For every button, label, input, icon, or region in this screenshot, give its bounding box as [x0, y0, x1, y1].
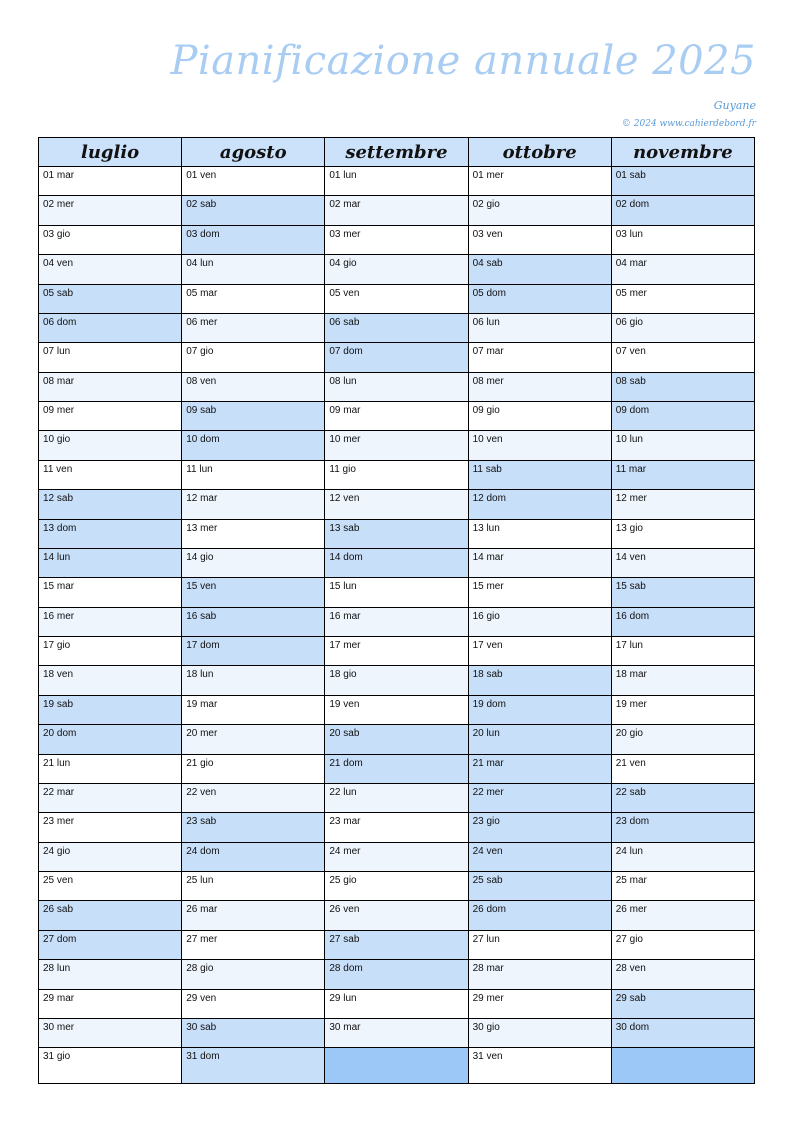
- day-cell: 09 dom: [611, 402, 754, 431]
- day-row: [39, 519, 755, 548]
- day-cell: 09 gio: [468, 402, 611, 431]
- day-cell: 25 sab: [468, 872, 611, 901]
- day-cell: 11 mar: [611, 460, 754, 489]
- day-cell: 11 sab: [468, 460, 611, 489]
- day-cell: 03 mer: [325, 225, 468, 254]
- day-cell: 25 mar: [611, 872, 754, 901]
- month-header-row: [39, 138, 755, 167]
- calendar-body: [39, 167, 755, 1084]
- day-cell: 15 mar: [39, 578, 182, 607]
- day-cell: 21 lun: [39, 754, 182, 783]
- day-cell: 18 gio: [325, 666, 468, 695]
- day-row: [39, 1048, 755, 1084]
- day-cell: 22 lun: [325, 783, 468, 812]
- day-cell: 08 mer: [468, 372, 611, 401]
- day-row: [39, 725, 755, 754]
- day-cell: 06 dom: [39, 313, 182, 342]
- day-cell: 30 mer: [39, 1018, 182, 1047]
- day-cell: 27 lun: [468, 930, 611, 959]
- day-cell: 22 ven: [182, 783, 325, 812]
- day-cell: 31 dom: [182, 1048, 325, 1084]
- day-cell: 09 mer: [39, 402, 182, 431]
- day-row: [39, 666, 755, 695]
- day-cell: 01 ven: [182, 167, 325, 196]
- day-row: [39, 637, 755, 666]
- region-label: Guyane: [713, 99, 756, 112]
- day-cell: 15 mer: [468, 578, 611, 607]
- day-cell: 17 dom: [182, 637, 325, 666]
- day-cell: 26 sab: [39, 901, 182, 930]
- day-cell: 20 lun: [468, 725, 611, 754]
- day-cell: 13 mer: [182, 519, 325, 548]
- day-cell: 05 mar: [182, 284, 325, 313]
- day-row: [39, 842, 755, 871]
- day-row: [39, 607, 755, 636]
- day-cell: 05 ven: [325, 284, 468, 313]
- day-cell: 20 dom: [39, 725, 182, 754]
- day-row: [39, 313, 755, 342]
- day-cell: 17 lun: [611, 637, 754, 666]
- day-cell: 08 mar: [39, 372, 182, 401]
- day-cell: 30 mar: [325, 1018, 468, 1047]
- day-cell: 23 gio: [468, 813, 611, 842]
- day-cell: 26 dom: [468, 901, 611, 930]
- day-cell: 07 gio: [182, 343, 325, 372]
- day-cell: 04 ven: [39, 255, 182, 284]
- day-cell: 12 dom: [468, 490, 611, 519]
- day-cell: 09 sab: [182, 402, 325, 431]
- day-cell: 23 mar: [325, 813, 468, 842]
- day-cell: 28 ven: [611, 960, 754, 989]
- day-row: [39, 431, 755, 460]
- day-cell: 27 sab: [325, 930, 468, 959]
- day-cell: 22 mer: [468, 783, 611, 812]
- day-row: [39, 754, 755, 783]
- day-cell: 27 dom: [39, 930, 182, 959]
- day-row: [39, 901, 755, 930]
- day-cell: 14 ven: [611, 548, 754, 577]
- day-cell: 28 lun: [39, 960, 182, 989]
- day-cell: 04 mar: [611, 255, 754, 284]
- empty-day-cell: [611, 1048, 754, 1084]
- day-cell: 29 ven: [182, 989, 325, 1018]
- day-cell: 07 ven: [611, 343, 754, 372]
- day-cell: 04 gio: [325, 255, 468, 284]
- day-cell: 20 gio: [611, 725, 754, 754]
- day-cell: 10 dom: [182, 431, 325, 460]
- day-cell: 10 lun: [611, 431, 754, 460]
- day-row: [39, 343, 755, 372]
- day-cell: 01 mar: [39, 167, 182, 196]
- day-cell: 13 sab: [325, 519, 468, 548]
- day-cell: 10 ven: [468, 431, 611, 460]
- day-cell: 15 lun: [325, 578, 468, 607]
- day-row: [39, 1018, 755, 1047]
- day-cell: 24 dom: [182, 842, 325, 871]
- day-row: [39, 255, 755, 284]
- day-cell: 20 mer: [182, 725, 325, 754]
- day-cell: 28 gio: [182, 960, 325, 989]
- day-cell: 03 ven: [468, 225, 611, 254]
- month-header: settembre: [325, 138, 468, 167]
- day-cell: 16 mer: [39, 607, 182, 636]
- day-cell: 08 sab: [611, 372, 754, 401]
- day-cell: 07 mar: [468, 343, 611, 372]
- day-cell: 30 dom: [611, 1018, 754, 1047]
- day-cell: 13 gio: [611, 519, 754, 548]
- day-cell: 22 mar: [39, 783, 182, 812]
- day-cell: 19 mer: [611, 695, 754, 724]
- day-row: [39, 284, 755, 313]
- day-cell: 16 gio: [468, 607, 611, 636]
- day-cell: 27 mer: [182, 930, 325, 959]
- day-cell: 19 mar: [182, 695, 325, 724]
- day-cell: 02 gio: [468, 196, 611, 225]
- day-cell: 15 sab: [611, 578, 754, 607]
- day-cell: 12 mer: [611, 490, 754, 519]
- day-cell: 31 ven: [468, 1048, 611, 1084]
- month-header: ottobre: [468, 138, 611, 167]
- day-cell: 12 mar: [182, 490, 325, 519]
- day-cell: 30 gio: [468, 1018, 611, 1047]
- day-row: [39, 783, 755, 812]
- day-cell: 18 ven: [39, 666, 182, 695]
- day-cell: 14 mar: [468, 548, 611, 577]
- day-cell: 02 mar: [325, 196, 468, 225]
- calendar-table: [38, 137, 755, 1084]
- day-cell: 17 gio: [39, 637, 182, 666]
- month-header: novembre: [611, 138, 754, 167]
- day-row: [39, 490, 755, 519]
- day-row: [39, 548, 755, 577]
- day-cell: 21 dom: [325, 754, 468, 783]
- day-row: [39, 167, 755, 196]
- day-cell: 01 lun: [325, 167, 468, 196]
- day-cell: 06 sab: [325, 313, 468, 342]
- day-cell: 20 sab: [325, 725, 468, 754]
- day-cell: 06 lun: [468, 313, 611, 342]
- day-cell: 29 mar: [39, 989, 182, 1018]
- day-cell: 16 mar: [325, 607, 468, 636]
- day-row: [39, 225, 755, 254]
- day-cell: 11 ven: [39, 460, 182, 489]
- day-cell: 09 mar: [325, 402, 468, 431]
- day-cell: 27 gio: [611, 930, 754, 959]
- day-cell: 03 gio: [39, 225, 182, 254]
- day-cell: 18 sab: [468, 666, 611, 695]
- day-cell: 04 lun: [182, 255, 325, 284]
- credit-text: © 2024 www.cahierdebord.fr: [621, 119, 756, 129]
- day-cell: 06 mer: [182, 313, 325, 342]
- day-cell: 10 gio: [39, 431, 182, 460]
- day-cell: 17 ven: [468, 637, 611, 666]
- day-cell: 01 mer: [468, 167, 611, 196]
- day-row: [39, 578, 755, 607]
- day-cell: 25 lun: [182, 872, 325, 901]
- day-cell: 11 lun: [182, 460, 325, 489]
- day-cell: 05 mer: [611, 284, 754, 313]
- day-cell: 10 mer: [325, 431, 468, 460]
- day-cell: 23 mer: [39, 813, 182, 842]
- day-cell: 17 mer: [325, 637, 468, 666]
- day-cell: 08 lun: [325, 372, 468, 401]
- page-title: Pianificazione annuale 2025: [170, 38, 756, 84]
- day-cell: 12 ven: [325, 490, 468, 519]
- month-header: agosto: [182, 138, 325, 167]
- day-cell: 18 mar: [611, 666, 754, 695]
- day-row: [39, 930, 755, 959]
- day-cell: 30 sab: [182, 1018, 325, 1047]
- day-row: [39, 989, 755, 1018]
- day-cell: 24 gio: [39, 842, 182, 871]
- day-cell: 14 gio: [182, 548, 325, 577]
- day-cell: 13 lun: [468, 519, 611, 548]
- day-cell: 13 dom: [39, 519, 182, 548]
- day-cell: 18 lun: [182, 666, 325, 695]
- day-cell: 14 lun: [39, 548, 182, 577]
- day-cell: 07 dom: [325, 343, 468, 372]
- day-cell: 24 ven: [468, 842, 611, 871]
- day-row: [39, 813, 755, 842]
- day-cell: 29 mer: [468, 989, 611, 1018]
- day-cell: 19 sab: [39, 695, 182, 724]
- day-cell: 25 ven: [39, 872, 182, 901]
- day-cell: 15 ven: [182, 578, 325, 607]
- day-row: [39, 196, 755, 225]
- day-cell: 24 mer: [325, 842, 468, 871]
- day-cell: 23 sab: [182, 813, 325, 842]
- day-cell: 21 gio: [182, 754, 325, 783]
- day-cell: 07 lun: [39, 343, 182, 372]
- day-cell: 02 mer: [39, 196, 182, 225]
- day-cell: 16 dom: [611, 607, 754, 636]
- day-cell: 02 dom: [611, 196, 754, 225]
- day-row: [39, 960, 755, 989]
- day-cell: 16 sab: [182, 607, 325, 636]
- day-cell: 08 ven: [182, 372, 325, 401]
- day-cell: 14 dom: [325, 548, 468, 577]
- day-cell: 06 gio: [611, 313, 754, 342]
- day-cell: 05 sab: [39, 284, 182, 313]
- day-row: [39, 460, 755, 489]
- day-cell: 05 dom: [468, 284, 611, 313]
- day-cell: 04 sab: [468, 255, 611, 284]
- day-cell: 26 mer: [611, 901, 754, 930]
- day-cell: 12 sab: [39, 490, 182, 519]
- month-header: luglio: [39, 138, 182, 167]
- day-cell: 29 lun: [325, 989, 468, 1018]
- day-cell: 02 sab: [182, 196, 325, 225]
- day-cell: 01 sab: [611, 167, 754, 196]
- day-cell: 19 dom: [468, 695, 611, 724]
- day-cell: 03 lun: [611, 225, 754, 254]
- day-cell: 24 lun: [611, 842, 754, 871]
- day-cell: 26 ven: [325, 901, 468, 930]
- day-row: [39, 402, 755, 431]
- day-cell: 31 gio: [39, 1048, 182, 1084]
- day-cell: 11 gio: [325, 460, 468, 489]
- day-cell: 21 mar: [468, 754, 611, 783]
- day-cell: 03 dom: [182, 225, 325, 254]
- day-cell: 21 ven: [611, 754, 754, 783]
- day-cell: 19 ven: [325, 695, 468, 724]
- day-cell: 23 dom: [611, 813, 754, 842]
- day-cell: 28 mar: [468, 960, 611, 989]
- day-cell: 28 dom: [325, 960, 468, 989]
- day-cell: 26 mar: [182, 901, 325, 930]
- day-row: [39, 872, 755, 901]
- empty-day-cell: [325, 1048, 468, 1084]
- day-cell: 25 gio: [325, 872, 468, 901]
- day-cell: 29 sab: [611, 989, 754, 1018]
- day-cell: 22 sab: [611, 783, 754, 812]
- day-row: [39, 695, 755, 724]
- day-row: [39, 372, 755, 401]
